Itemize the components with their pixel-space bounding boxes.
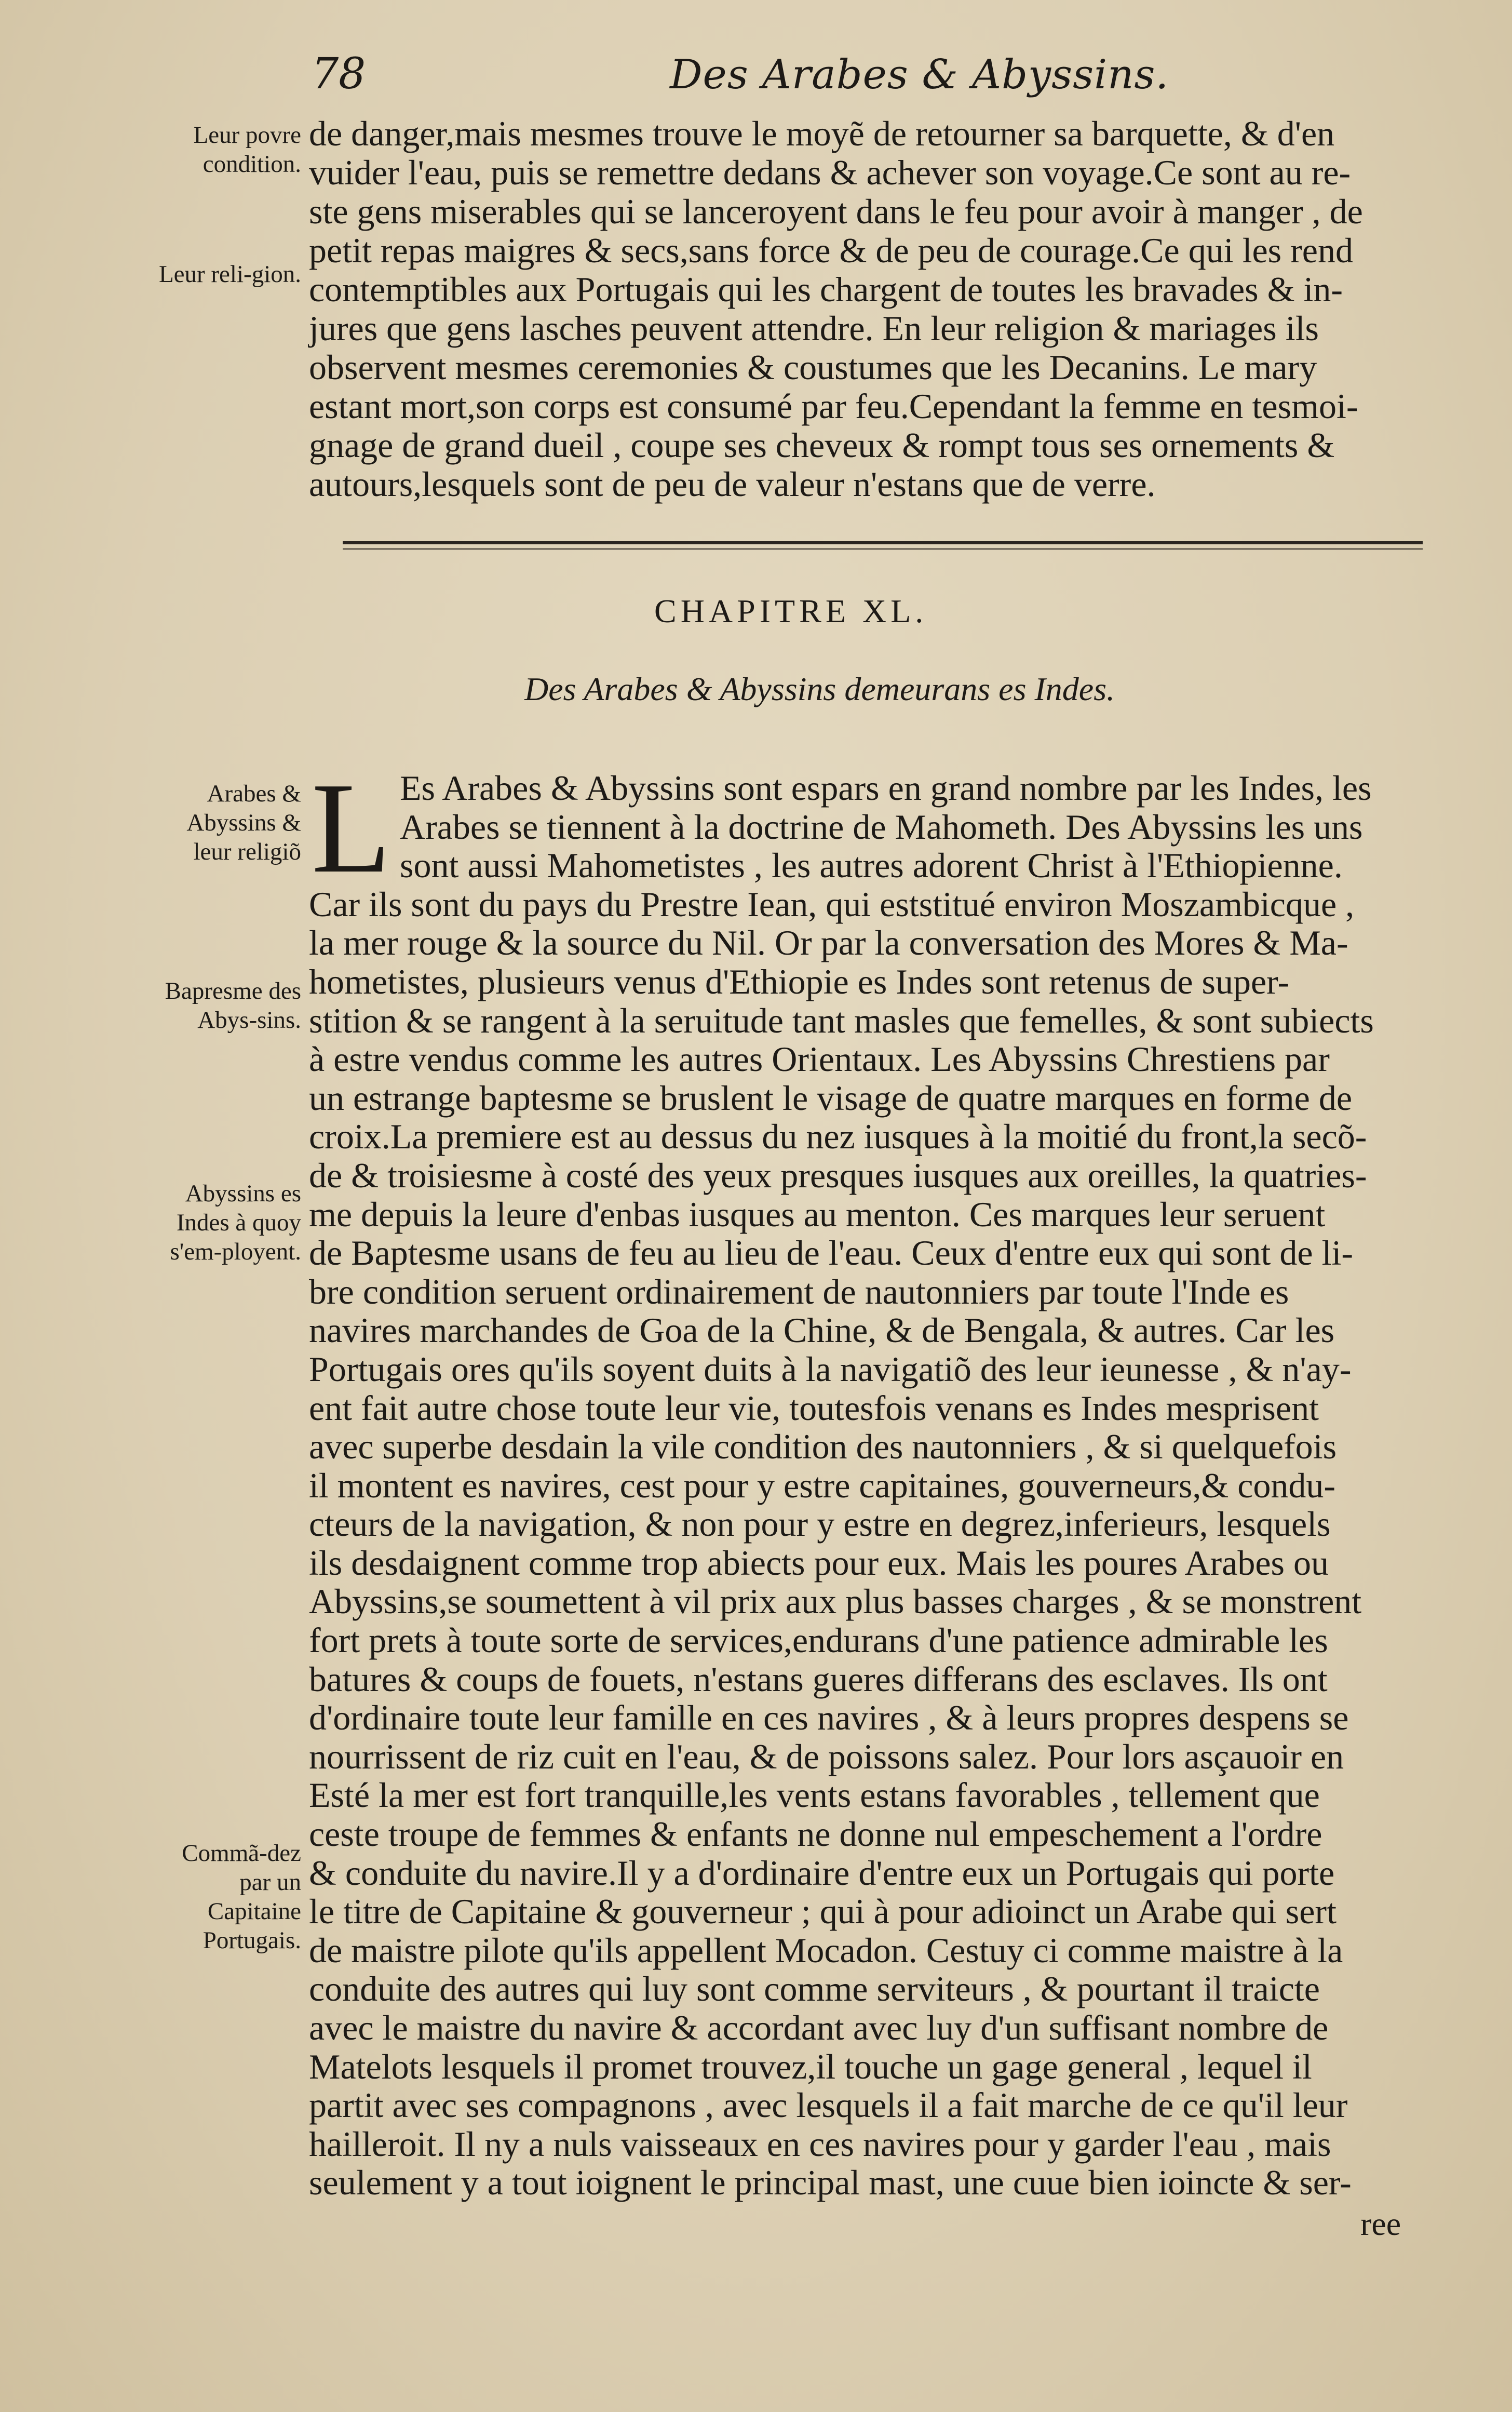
text-line: ceste troupe de femmes & enfants ne donne nul empeschement a l'ordre xyxy=(309,1814,1322,1854)
text-line: fort prets à toute sorte de services,endurans d'une patience admirable les xyxy=(309,1620,1328,1660)
margin-note: Leur povre condition. xyxy=(193,122,301,178)
text-line: un estrange baptesme se bruslent le visage de quatre marques en forme de xyxy=(309,1078,1353,1118)
text-line: à estre vendus comme les autres Orientaux. Les Abyssins Chrestiens par xyxy=(309,1039,1330,1079)
text-line: hometistes, plusieurs venus d'Ethiopie es Indes sont retenus de super- xyxy=(309,961,1290,1001)
text-line: Portugais ores qu'ils soyent duits à la navigatiõ des leur ieunesse , & n'ay- xyxy=(309,1349,1352,1389)
text-line: sont aussi Mahometistes , les autres adorent Christ à l'Ethiopienne. xyxy=(400,846,1343,886)
text-line: Abyssins,se soumettent à vil prix aux plus basses charges , & se monstrent xyxy=(309,1582,1362,1622)
text-line: contemptibles aux Portugais qui les chargent de toutes les bravades & in- xyxy=(309,270,1343,309)
page-number: 78 xyxy=(312,49,366,99)
page-header xyxy=(312,49,1433,106)
paragraph-continued xyxy=(309,114,1441,504)
text-line: jures que gens lasches peuvent attendre. En leur religion & mariages ils xyxy=(309,309,1319,348)
text-line: ils desdaignent comme trop abiects pour eux. Mais les poures Arabes ou xyxy=(309,1543,1329,1583)
chapter-title: Des Arabes & Abyssins demeurans es Indes. xyxy=(524,671,1115,707)
text-line: croix.La premiere est au dessus du nez iusques à la moitié du front,la secõ- xyxy=(309,1117,1367,1157)
text-line: cteurs de la navigation, & non pour y estre en degrez,inferieurs, lesquels xyxy=(309,1504,1331,1544)
drop-cap: L xyxy=(312,756,391,900)
margin-note: Bapresme des Abys-sins. xyxy=(165,977,301,1034)
text-line: petit repas maigres & secs,sans force & de peu de courage.Ce qui les rend xyxy=(309,231,1353,270)
running-title: Des Arabes & Abyssins. xyxy=(670,51,1169,98)
text-line: bre condition seruent ordinairement de nautonniers par toute l'Inde es xyxy=(309,1271,1289,1311)
section-rule xyxy=(343,541,1423,550)
text-line: estant mort,son corps est consumé par feu.Cependant la femme en tesmoi- xyxy=(309,386,1358,426)
text-line: autours,lesquels sont de peu de valeur n'estans que de verre. xyxy=(309,464,1156,504)
catchword: ree xyxy=(1360,2205,1401,2242)
text-line: avec superbe desdain la vile condition des nautonniers , & si quelquefois xyxy=(309,1427,1337,1467)
text-line: partit avec ses compagnons , avec lesquels il a fait marche de ce qu'il leur xyxy=(309,2085,1348,2125)
text-line: navires marchandes de Goa de la Chine, & de Bengala, & autres. Car les xyxy=(309,1310,1335,1350)
text-line: & conduite du navire.Il y a d'ordinaire d'entre eux un Portugais qui porte xyxy=(309,1853,1335,1893)
text-line: de & troisiesme à costé des yeux presques iusques aux oreilles, la quatries- xyxy=(309,1155,1367,1195)
text-line: ent fait autre chose toute leur vie, toutesfois venans es Indes mesprisent xyxy=(309,1388,1319,1428)
text-line: batures & coups de fouets, n'estans gueres differans des esclaves. Ils ont xyxy=(309,1659,1328,1699)
text-line: le titre de Capitaine & gouverneur ; qui à pour adioinct un Arabe qui sert xyxy=(309,1892,1336,1932)
margin-note: Leur reli-gion. xyxy=(158,261,301,288)
text-line: hailleroit. Il ny a nuls vaisseaux en ces navires pour y garder l'eau , mais xyxy=(309,2124,1331,2164)
text-line: me depuis la leure d'enbas iusques au menton. Ces marques leur seruent xyxy=(309,1194,1326,1234)
chapter-paragraph xyxy=(309,756,1441,2203)
text-line: vuider l'eau, puis se remettre dedans & achever son voyage.Ce sont au re- xyxy=(309,153,1351,192)
text-line: de danger,mais mesmes trouve le moyẽ de retourner sa barquette, & d'en xyxy=(309,114,1335,153)
text-line: Car ils sont du pays du Prestre Iean, qui eststitué environ Moszambicque , xyxy=(309,884,1355,924)
text-line: Es Arabes & Abyssins sont espars en grand nombre par les Indes, les xyxy=(400,768,1372,808)
text-line: la mer rouge & la source du Nil. Or par la conversation des Mores & Ma- xyxy=(309,923,1348,963)
text-line: seulement y a tout ioignent le principal mast, une cuue bien ioincte & ser- xyxy=(309,2163,1352,2203)
text-line: nourrissent de riz cuit en l'eau, & de poissons salez. Pour lors asçauoir en xyxy=(309,1736,1344,1776)
text-line: Arabes se tiennent à la doctrine de Mahometh. Des Abyssins les uns xyxy=(400,807,1363,847)
margin-note: Commã-dez par un Capitaine Portugais. xyxy=(182,1840,301,1954)
margin-note: Arabes & Abyssins & leur religiõ xyxy=(186,780,301,865)
chapter-heading: CHAPITRE XL. xyxy=(654,593,928,629)
text-line: Matelots lesquels il promet trouvez,il touche un gage general , lequel il xyxy=(309,2046,1312,2086)
text-line: il montent es navires, cest pour y estre capitaines, gouverneurs,& condu- xyxy=(309,1465,1336,1505)
text-line: de Baptesme usans de feu au lieu de l'eau. Ceux d'entre eux qui sont de li- xyxy=(309,1233,1354,1273)
text-line: stition & se rangent à la seruitude tant masles que femelles, & sont subiects xyxy=(309,1000,1374,1040)
text-line: gnage de grand dueil , coupe ses cheveux & rompt tous ses ornements & xyxy=(309,425,1335,465)
text-line: d'ordinaire toute leur famille en ces navires , & à leurs propres despens se xyxy=(309,1698,1349,1738)
margin-note: Abyssins es Indes à quoy s'em-ployent. xyxy=(170,1180,301,1265)
text-line: ste gens miserables qui se lanceroyent dans le feu pour avoir à manger , de xyxy=(309,192,1363,231)
text-line: de maistre pilote qu'ils appellent Mocadon. Cestuy ci comme maistre à la xyxy=(309,1930,1343,1970)
text-line: observent mesmes ceremonies & coustumes que les Decanins. Le mary xyxy=(309,347,1317,387)
text-line: Esté la mer est fort tranquille,les vents estans favorables , tellement que xyxy=(309,1775,1320,1815)
text-line: avec le maistre du navire & accordant avec luy d'un suffisant nombre de xyxy=(309,2008,1329,2047)
text-line: conduite des autres qui luy sont comme serviteurs , & pourtant il traicte xyxy=(309,1969,1320,2009)
